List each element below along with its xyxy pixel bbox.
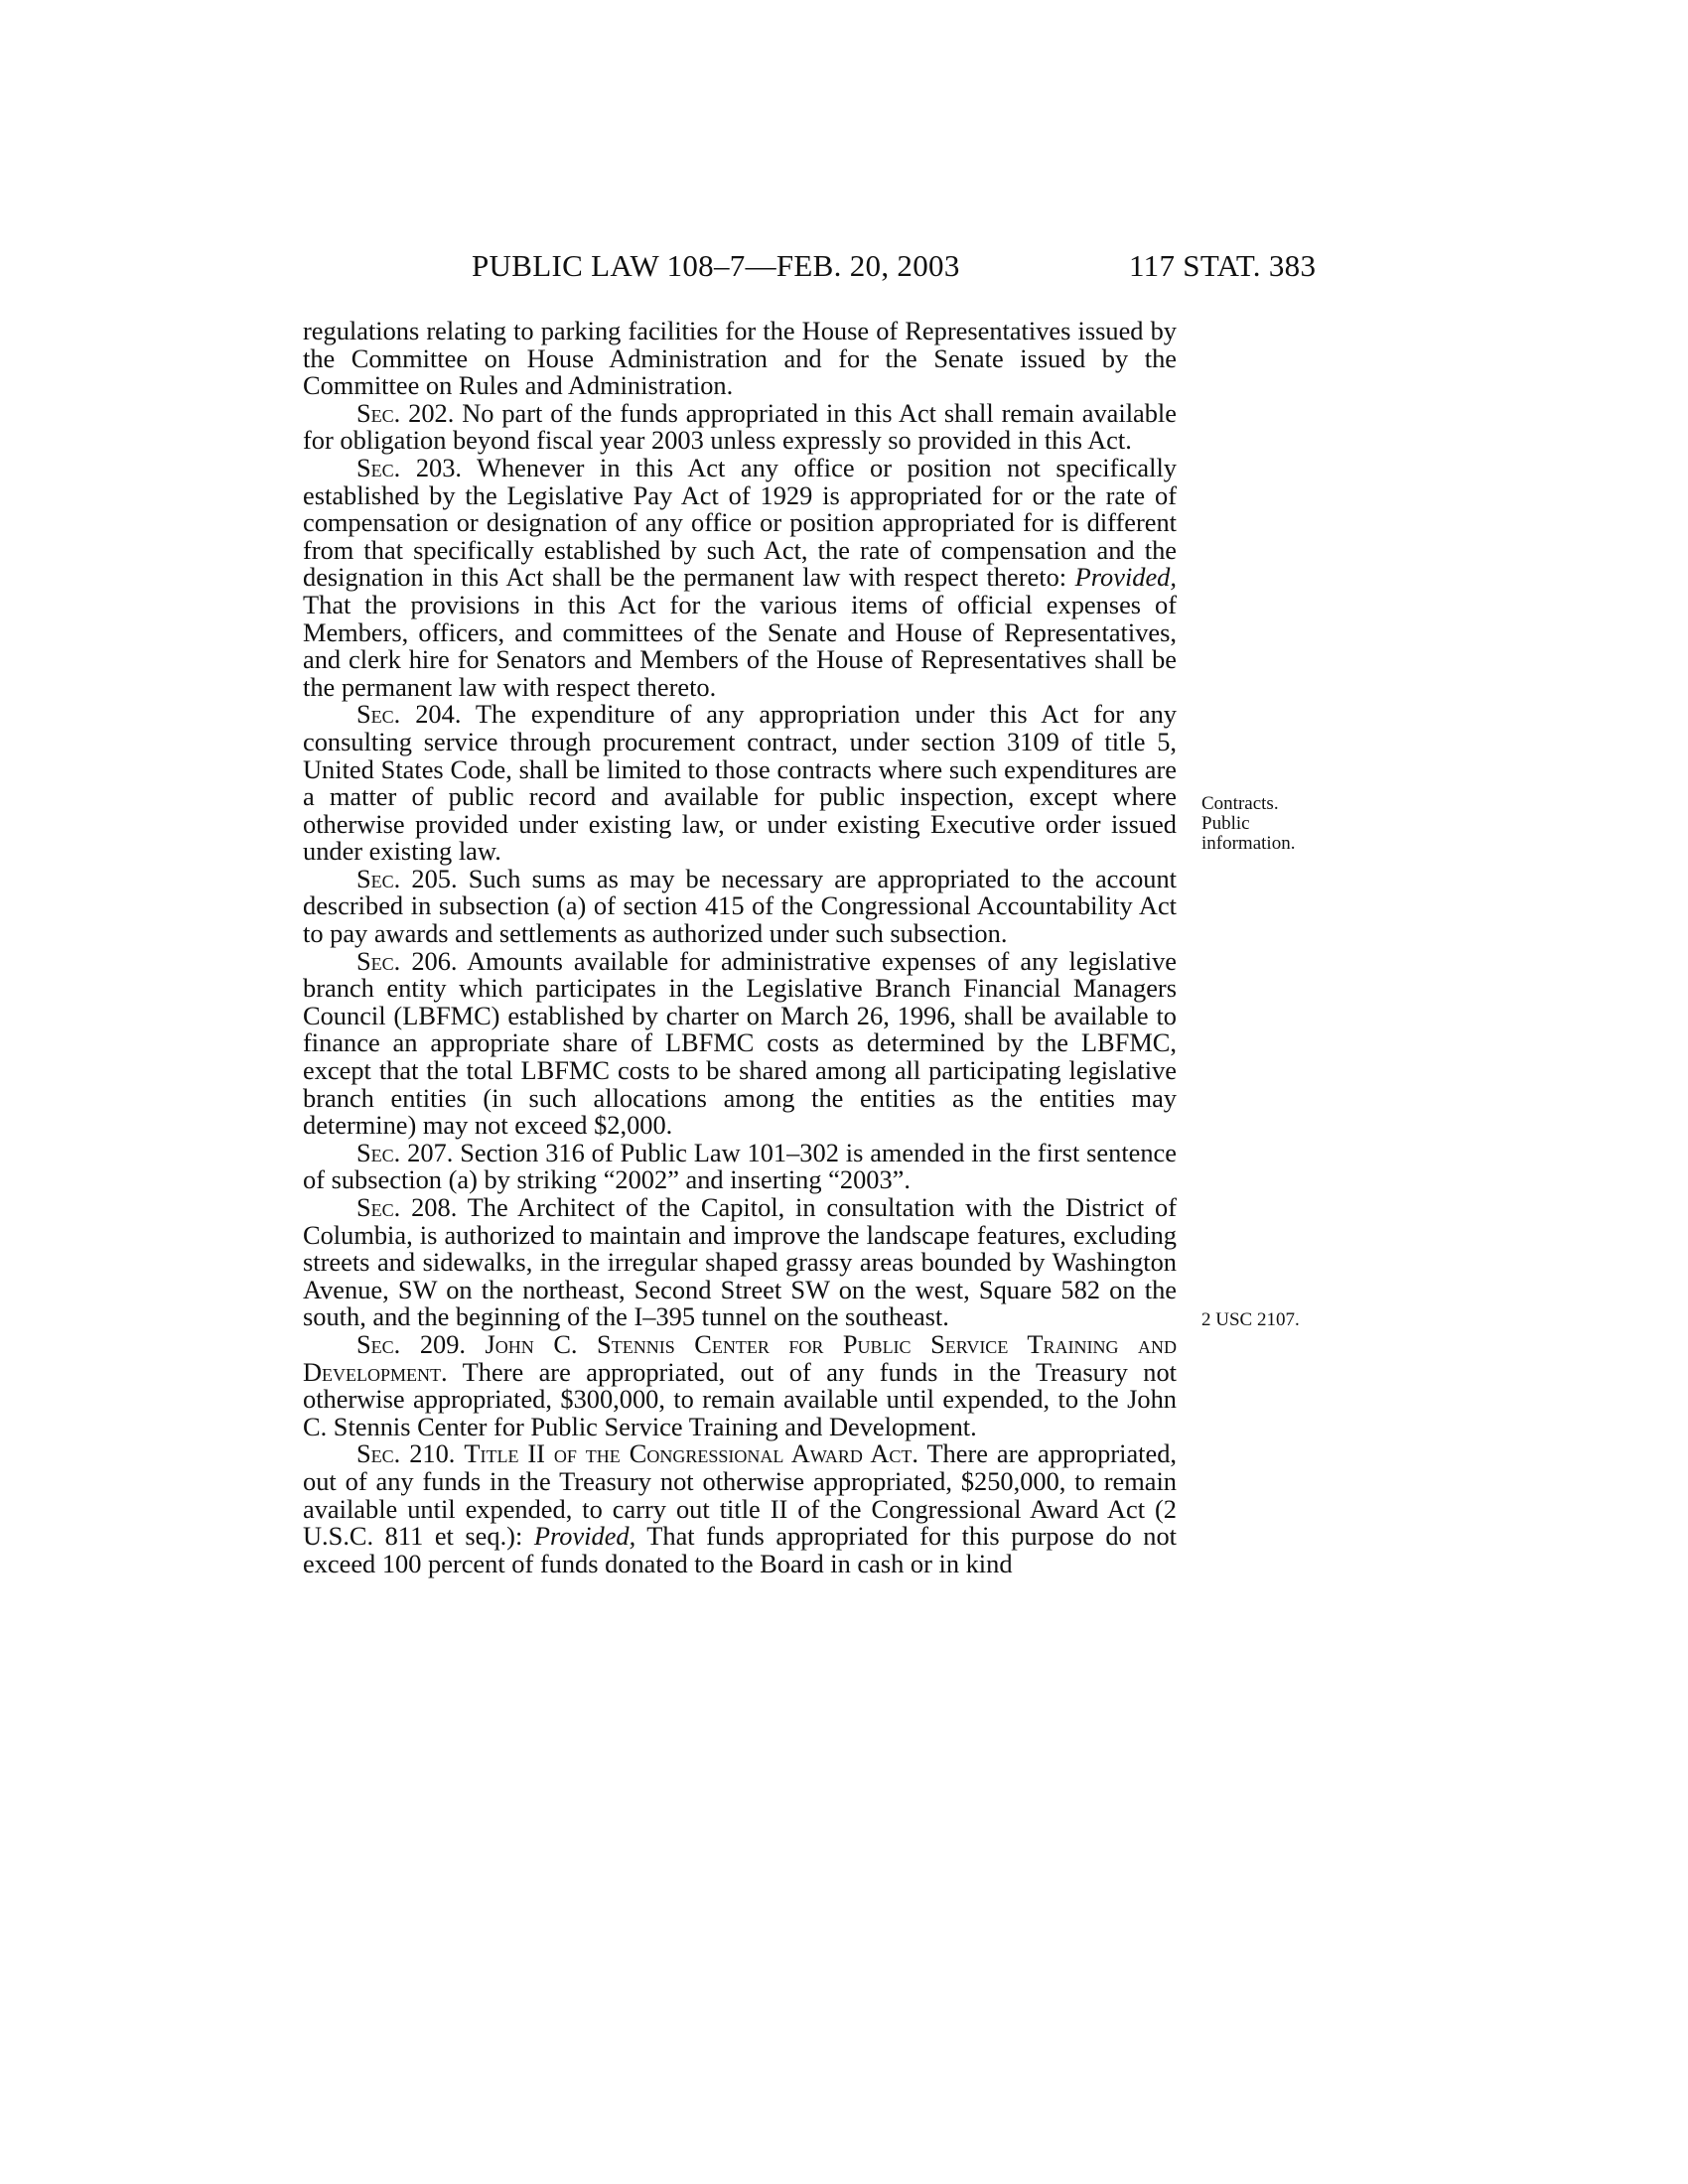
section-text: No part of the funds appropriated in this Act shall remain available for obligation beyond fiscal year 2003 unless expressly so provided in this Act. — [303, 397, 1177, 456]
paragraph-continuation: regulations relating to parking facilities for the House of Representatives issued by the Committee on House Administration and for the Senate issued by the Committee on Rules and Administration. — [303, 316, 1177, 401]
running-header: PUBLIC LAW 108–7—FEB. 20, 2003 — [472, 248, 960, 283]
margin-note-usc: 2 USC 2107. — [1201, 1309, 1300, 1330]
section-208 — [303, 1194, 1177, 1331]
section-206 — [303, 945, 1177, 1141]
section-203 — [303, 452, 1177, 702]
section-205 — [303, 863, 1177, 949]
margin-note-contracts — [1201, 794, 1340, 854]
section-207 — [303, 1137, 1177, 1195]
section-number: 209. — [419, 1328, 466, 1359]
section-text: Whenever in this Act any office or position not specifically established by the Legislative Pay Act of 1929 is appropriated for or the rate of compensation or designation of any office or position appropriated for is different from that specifically established by such Act, the rate of compensation and the designation in this Act shall be the permanent law with respect thereto: — [303, 452, 1177, 593]
margin-note-line: Public information. — [1201, 813, 1296, 854]
section-209 — [303, 1328, 1177, 1441]
section-label: Sec. — [356, 397, 401, 428]
section-number: 203. — [415, 452, 462, 482]
page-number: 117 STAT. 383 — [1129, 248, 1317, 283]
section-number: 207. — [407, 1137, 454, 1167]
section-text: The Architect of the Capitol, in consultation with the District of Columbia, is authorized to maintain and improve the landscape features, excluding streets and sidewalks, in the irregular shaped grassy areas bounded by Washington Avenue, SW on the northeast, Second Street SW on the west, Square 582 on the south, and the beginning of the I–395 tunnel on the southeast. — [303, 1192, 1177, 1332]
section-text: Section 316 of Public Law 101–302 is amended in the first sentence of subsection (a) by striking “2002” and inserting “2003”. — [303, 1137, 1177, 1195]
section-label: Sec. — [356, 1328, 401, 1359]
section-text-continued: That the provisions in this Act for the various items of official expenses of Members, officers, and committees of the Senate and House of Representatives, and clerk hire for Senators and Members of the House of Representatives shall be the permanent law with respect thereto. — [303, 589, 1177, 702]
margin-note-line: Contracts. — [1201, 793, 1279, 814]
section-number: 210. — [409, 1438, 456, 1469]
section-heading: Title II of the Congressional Award Act. — [464, 1438, 918, 1469]
body-text — [303, 318, 1177, 1577]
section-number: 204. — [415, 699, 462, 730]
section-text: The expenditure of any appropriation under this Act for any consulting service through procurement contract, under section 3109 of title 5, United States Code, shall be limited to those contracts where such expenditures are a matter of public record and available for public inspection, except where otherwise provided under existing law, or under existing Executive order issued under existing law. — [303, 699, 1177, 867]
section-label: Sec. — [356, 1192, 401, 1222]
section-text: Amounts available for administrative expenses of any legislative branch entity which participates in the Legislative Branch Financial Managers Council (LBFMC) established by charter on March 26, 1996, shall be available to finance an appropriate share of LBFMC costs as determined by the LBFMC, except that the total LBFMC costs to be shared among all participating legislative branch entities (in such allocations among the entities as the entities may determine) may not exceed $2,000. — [303, 945, 1177, 1141]
section-202 — [303, 397, 1177, 456]
section-text: There are appropriated, out of any funds in the Treasury not otherwise appropriated, $300,000, to remain available until expended, to the John C. Stennis Center for Public Service Training and Development. — [303, 1356, 1177, 1441]
section-heading: John C. Stennis Center for Public Service Training and Development. — [303, 1328, 1177, 1387]
section-text: Such sums as may be necessary are appropriated to the account described in subsection (a) of section 415 of the Congressional Accountability Act to pay awards and settlements as authorized under such subsection. — [303, 863, 1177, 949]
section-210 — [303, 1440, 1177, 1577]
proviso: Provided, — [1074, 562, 1177, 593]
section-text: There are appropriated, out of any funds in the Treasury not otherwise appropriated, $250,000, to remain available until expended, to carry out title II of the Congressional Award Act (2 U.S.C. 811 et seq.): — [303, 1438, 1177, 1552]
section-label: Sec. — [356, 699, 401, 730]
section-number: 202. — [408, 397, 455, 428]
proviso: Provided, — [533, 1521, 636, 1552]
section-number: 206. — [411, 945, 458, 976]
section-label: Sec. — [356, 945, 401, 976]
section-label: Sec. — [356, 1137, 401, 1167]
section-number: 205. — [411, 863, 458, 893]
section-text-continued: That funds appropriated for this purpose do not exceed 100 percent of funds donated to the Board in cash or in kind — [303, 1521, 1177, 1578]
section-label: Sec. — [356, 1438, 401, 1469]
section-204 — [303, 701, 1177, 866]
section-label: Sec. — [356, 863, 401, 893]
section-label: Sec. — [356, 452, 401, 482]
section-number: 208. — [411, 1192, 458, 1222]
